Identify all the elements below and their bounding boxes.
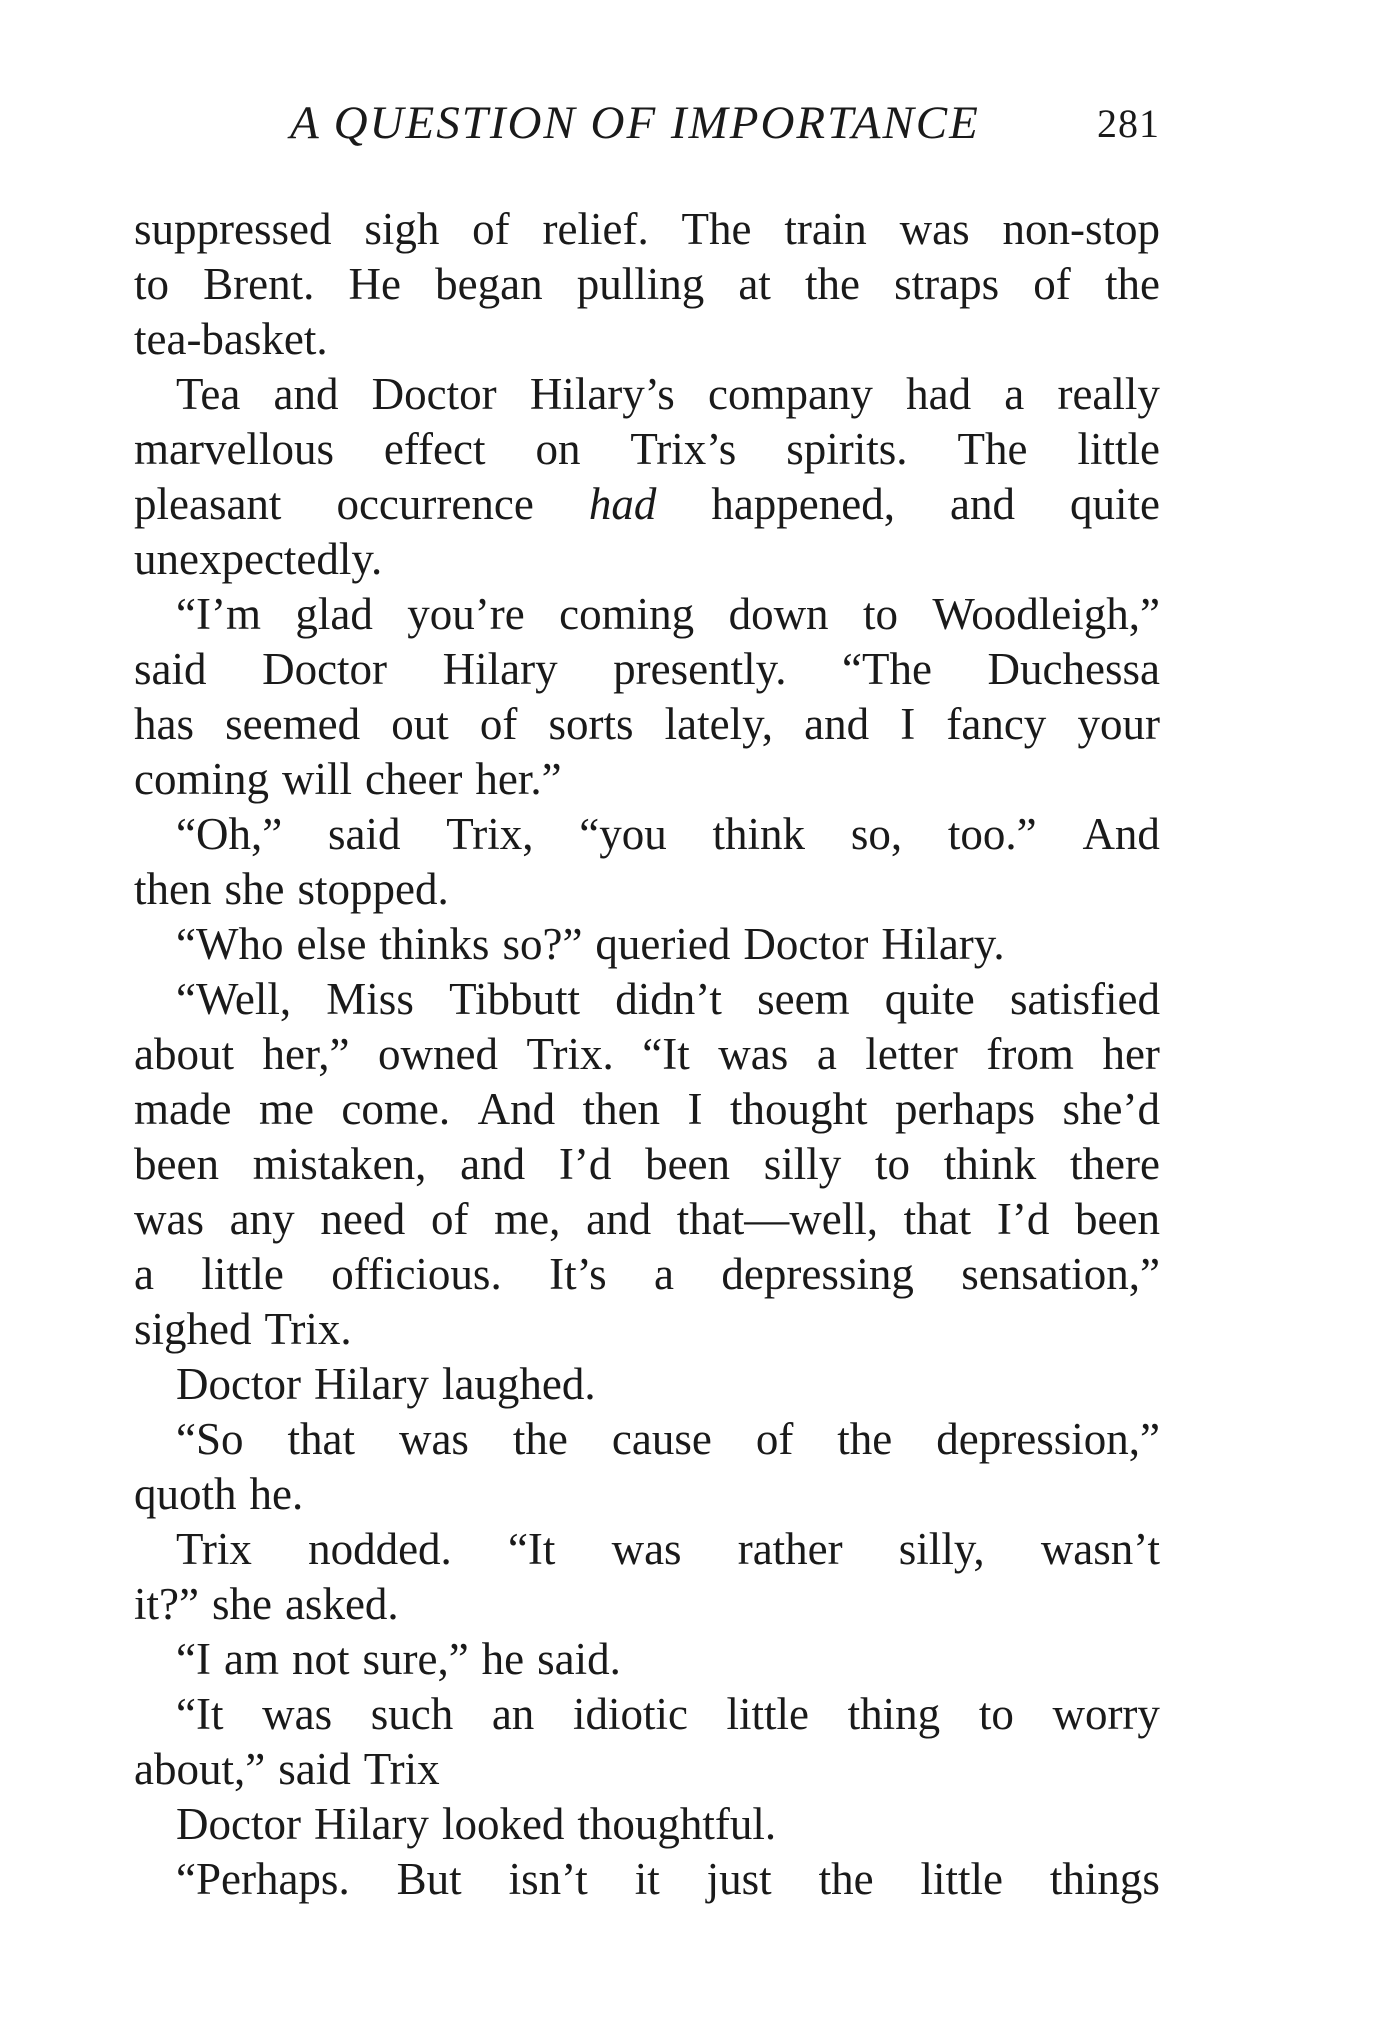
page-number: 281 [1097, 101, 1160, 146]
text-line: marvellous effect on Trix’s spirits. The little [134, 424, 1160, 474]
text-line: Tea and Doctor Hilary’s company had a really [176, 369, 1160, 419]
text-line: was any need of me, and that—well, that I’d been [134, 1194, 1160, 1244]
text-line: about her,” owned Trix. “It was a letter from her [134, 1029, 1160, 1079]
text-line: it?” she asked. [134, 1579, 399, 1629]
text-line: said Doctor Hilary presently. “The Duchessa [134, 644, 1160, 694]
text-line: coming will cheer her.” [134, 754, 562, 804]
text-line: “It was such an idiotic little thing to worry [176, 1689, 1160, 1739]
text-line: “I am not sure,” he said. [176, 1634, 621, 1684]
text-line: “Who else thinks so?” queried Doctor Hilary. [176, 919, 1005, 969]
text-line: then she stopped. [134, 864, 449, 914]
text-line: been mistaken, and I’d been silly to think there [134, 1139, 1160, 1189]
text-line: “So that was the cause of the depression,” [176, 1414, 1160, 1464]
text-line: suppressed sigh of relief. The train was non-stop [134, 204, 1160, 254]
text-line: unexpectedly. [134, 534, 383, 584]
text-line: about,” said Trix [134, 1744, 440, 1794]
text-line: tea-basket. [134, 314, 328, 364]
text-line: to Brent. He began pulling at the straps of the [134, 259, 1160, 309]
text-line: Trix nodded. “It was rather silly, wasn’t [176, 1524, 1160, 1574]
text-line: Doctor Hilary looked thoughtful. [176, 1799, 777, 1849]
text-line: made me come. And then I thought perhaps she’d [134, 1084, 1160, 1134]
text-line: a little officious. It’s a depressing sensation,” [134, 1249, 1160, 1299]
text-line: has seemed out of sorts lately, and I fancy your [134, 699, 1160, 749]
text-line: pleasant occurrence had happened, and quite [134, 479, 1160, 529]
running-title: A QUESTION OF IMPORTANCE [290, 97, 980, 149]
text-line: “Perhaps. But isn’t it just the little things [176, 1854, 1160, 1904]
text-line: “Oh,” said Trix, “you think so, too.” And [176, 809, 1160, 859]
text-line: “Well, Miss Tibbutt didn’t seem quite satisfied [176, 974, 1160, 1024]
text-line: sighed Trix. [134, 1304, 352, 1354]
body-text [134, 202, 1160, 1907]
text-line: “I’m glad you’re coming down to Woodleigh,” [176, 589, 1160, 639]
text-line: quoth he. [134, 1469, 304, 1519]
page-header [290, 96, 1160, 156]
text-line: Doctor Hilary laughed. [176, 1359, 596, 1409]
